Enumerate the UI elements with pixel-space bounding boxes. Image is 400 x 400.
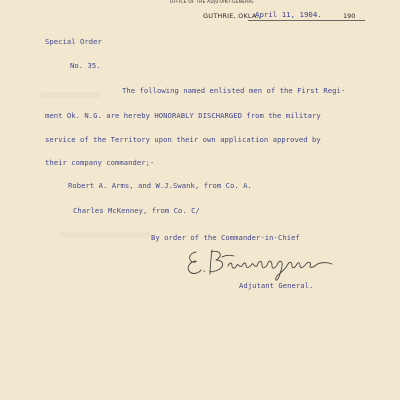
paper-stain	[40, 92, 100, 98]
date-rule	[248, 20, 365, 21]
discharged-entry: Robert A. Arms, and W.J.Swank, from Co. A.	[68, 181, 252, 190]
order-number: No. 35.	[70, 61, 101, 70]
discharged-entry: Charles McKenney, from Co. C/	[73, 206, 200, 215]
letter-date: April 11, 1904.	[255, 10, 322, 19]
body-line: their company commander;-	[45, 158, 155, 167]
letterhead-office: OFFICE OF THE ADJUTANT-GENERAL	[169, 0, 255, 4]
order-heading: Special Order	[45, 37, 102, 46]
letterhead-place: GUTHRIE, OKLA.,	[203, 12, 261, 20]
authority-line: By order of the Commander-in-Chief	[151, 233, 300, 242]
paper-stain	[60, 232, 150, 238]
body-line: service of the Territory upon their own application approved by	[45, 135, 321, 144]
signatory-title: Adjutant General.	[239, 281, 314, 290]
handwritten-signature	[182, 244, 342, 284]
letterhead-year-suffix: 190	[343, 12, 356, 20]
body-line: The following named enlisted men of the First Regi-	[122, 86, 346, 95]
body-line: ment Ok. N.G. are hereby HONORABLY DISCHARGED from the military	[45, 111, 321, 120]
